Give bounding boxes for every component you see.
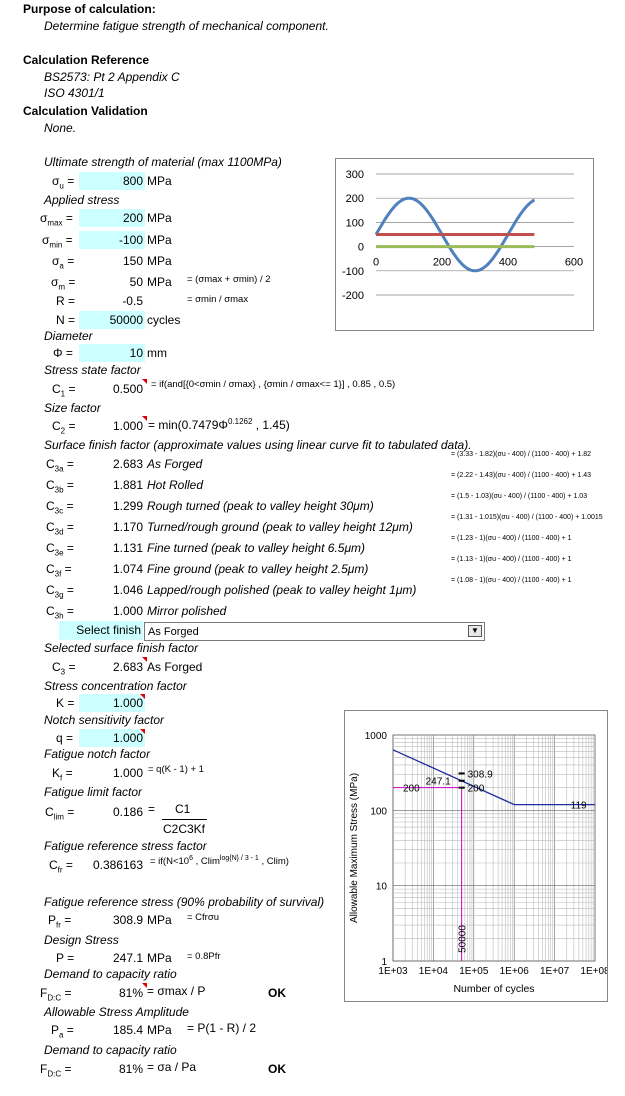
- Pa-unit: MPa: [147, 1023, 172, 1037]
- y-axis-label: Allowable Maximum Stress (MPa): [349, 772, 360, 924]
- P-unit: MPa: [147, 951, 172, 965]
- applied-stress-label: Applied stress: [44, 193, 120, 207]
- plot-area: [393, 735, 595, 961]
- C2-formula-exp: 0.1262: [227, 417, 253, 426]
- x-tick-label: 600: [564, 256, 584, 269]
- fraction-line: [162, 819, 207, 820]
- Cfr-value: 0.386163: [92, 858, 143, 872]
- P-symbol: P =: [56, 951, 75, 965]
- selected-surface-label: Selected surface finish factor: [44, 641, 199, 655]
- y-tick-label: 10: [375, 881, 387, 893]
- Cfr-formula-2: , Clim: [192, 856, 220, 868]
- Pa-value: 185.4: [112, 1023, 143, 1037]
- FDC-formula-1: = σmax / P: [147, 984, 206, 998]
- Kf-value: 1.000: [112, 766, 143, 780]
- ultimate-label: Ultimate strength of material (max 1100MPa): [44, 155, 282, 169]
- Clim-denominator: C2C3Kf: [163, 822, 206, 836]
- sigma-min-input[interactable]: -100: [79, 231, 145, 249]
- C1-formula: = if(and[{0<σmin / σmax} , {σmin / σmax<= 1}] , 0.85 , 0.5): [151, 379, 396, 390]
- y-tick-label: -200: [341, 290, 364, 302]
- surface-row-desc: Mirror polished: [147, 604, 227, 618]
- C2-value: 1.000: [112, 419, 143, 433]
- surface-row-formula: = (1.5 - 1.03)(σu - 400) / (1100 - 400) + 1.03: [451, 493, 588, 500]
- FDC-symbol-2: $F_{D:C}$ =: [40, 1062, 72, 1079]
- status-badge-2: OK: [268, 1062, 286, 1076]
- K-input[interactable]: 1.000: [79, 694, 145, 712]
- surface-row-desc: Turned/rough ground (peak to valley height 12μm): [147, 520, 413, 534]
- y-tick-label: 200: [345, 193, 364, 206]
- phi-symbol: Φ =: [53, 346, 73, 360]
- Cfr-formula-1: = if(N<10: [150, 856, 190, 868]
- sigma-a-symbol: $\sigma_a$ =: [52, 254, 75, 271]
- Pa-symbol: $P_a$ =: [51, 1023, 74, 1040]
- Kf-symbol: $K_f$ =: [52, 766, 73, 783]
- x-tick-label: 0: [372, 256, 380, 269]
- Clim-symbol: $C_{lim}$ =: [45, 805, 75, 822]
- R-formula: = σmin / σmax: [187, 294, 249, 305]
- x-tick-label: 400: [498, 256, 518, 269]
- phi-input[interactable]: 10: [79, 344, 145, 362]
- Pfr-symbol: $P_{fr}$ =: [48, 913, 72, 930]
- C2-symbol: $C_2$ =: [52, 419, 76, 436]
- Cfr-formula: = $if(N<10^6$ , Clim$^{log\{N\} / 3 - 1}$ , Clim): [150, 855, 289, 868]
- sigma-max-symbol: $\sigma_{max}$ =: [40, 211, 73, 228]
- x-tick-label: 1E+08: [580, 966, 607, 977]
- chevron-down-icon[interactable]: ▼: [468, 625, 482, 637]
- surface-row-formula: = (3.33 - 1.82)(σu - 400) / (1100 - 400) + 1.82: [451, 451, 591, 458]
- Pfr-formula: = Cfrσu: [187, 912, 219, 923]
- comment-marker[interactable]: [140, 729, 145, 734]
- purpose-text: Determine fatigue strength of mechanical component.: [44, 19, 329, 33]
- purpose-title: Purpose of calculation:: [23, 2, 156, 16]
- FDC-value-2: 81%: [118, 1062, 143, 1076]
- N-symbol: N =: [56, 313, 76, 327]
- reference-title: Calculation Reference: [23, 53, 150, 67]
- phi-unit: mm: [147, 346, 167, 360]
- sigma-max-unit: MPa: [147, 211, 172, 225]
- C2-formula: [148, 417, 290, 432]
- y-tick-label: -100: [341, 265, 364, 278]
- surface-finish-label: Surface finish factor (approximate values using linear curve fit to tabulated data).: [44, 438, 472, 452]
- annotation-label: 247.1: [425, 776, 451, 788]
- annotation-label: 200: [403, 783, 420, 795]
- C3-symbol: $C_3$ =: [52, 660, 76, 677]
- sigma-min-symbol: $\sigma_{min}$ =: [42, 233, 73, 250]
- C2-formula-end: , 1.45): [252, 418, 290, 432]
- stress-conc-label: Stress concentration factor: [44, 679, 187, 693]
- demand-label-1: Demand to capacity ratio: [44, 967, 177, 981]
- fatigue-ref-factor-label: Fatigue reference stress factor: [44, 839, 207, 853]
- fatigue-ref-stress-label: Fatigue reference stress (90% probability of survival): [44, 895, 325, 909]
- surface-row-value: 1.881: [112, 478, 143, 492]
- surface-row-symbol: $C_{3c}$ =: [46, 499, 74, 516]
- FDC-formula-2: = σa / Pa: [147, 1060, 197, 1074]
- annotation-label: 50000: [457, 925, 469, 953]
- q-input[interactable]: 1.000: [79, 729, 145, 747]
- P-formula: = 0.8Pfr: [187, 951, 221, 962]
- surface-row-desc: Fine ground (peak to valley height 2.5μm): [147, 562, 369, 576]
- finish-dropdown-value: As Forged: [148, 626, 199, 638]
- surface-row-value: 1.170: [112, 520, 143, 534]
- surface-row-symbol: $C_{3h}$ =: [46, 604, 74, 621]
- diameter-label: Diameter: [44, 329, 93, 343]
- FDC-value-1: 81%: [118, 986, 143, 1000]
- N-unit: cycles: [147, 313, 181, 327]
- Clim-eq: =: [148, 802, 156, 816]
- Kf-formula: = q(K - 1) + 1: [148, 764, 204, 775]
- surface-row-formula: = (1.31 - 1.015)(σu - 400) / (1100 - 400) + 1.0015: [451, 514, 603, 521]
- sigma-u-input[interactable]: 800: [79, 172, 145, 190]
- surface-row-value: 1.046: [112, 583, 143, 597]
- sigma-m-symbol: $\sigma_m$ =: [51, 275, 76, 292]
- fatigue-notch-label: Fatigue notch factor: [44, 747, 151, 761]
- comment-marker[interactable]: [142, 379, 147, 384]
- Cfr-symbol: $C_{fr}$ =: [49, 858, 73, 875]
- q-symbol: q =: [56, 731, 74, 745]
- surface-row-desc: Hot Rolled: [147, 478, 204, 492]
- C3-desc: As Forged: [147, 660, 203, 674]
- surface-row-desc: Fine turned (peak to valley height 6.5μm): [147, 541, 366, 555]
- allowable-amp-label: Allowable Stress Amplitude: [44, 1005, 189, 1019]
- surface-row-desc: As Forged: [147, 457, 203, 471]
- validation-title: Calculation Validation: [23, 104, 148, 118]
- C2-formula-main: = min(0.7479Φ: [148, 418, 228, 432]
- sigma-a-value: 150: [122, 254, 143, 268]
- reference-2: ISO 4301/1: [44, 86, 105, 100]
- finish-dropdown[interactable]: [144, 622, 485, 641]
- surface-row-value: 2.683: [112, 457, 143, 471]
- comment-marker[interactable]: [140, 694, 145, 699]
- y-tick-label: 300: [345, 169, 364, 181]
- sn-curve-svg: [345, 711, 607, 1001]
- surface-row-desc: Rough turned (peak to valley height 30μm): [147, 499, 374, 513]
- comment-marker[interactable]: [142, 416, 147, 421]
- y-tick-label: 1: [381, 957, 387, 968]
- stress-cycle-svg: [336, 159, 593, 330]
- x-axis-label: Number of cycles: [453, 983, 535, 995]
- N-input[interactable]: 50000: [79, 311, 145, 329]
- x-tick-label: 1E+07: [539, 966, 570, 977]
- surface-row-formula: = (2.22 - 1.43)(σu - 400) / (1100 - 400) + 1.43: [451, 472, 591, 479]
- stress-state-label: Stress state factor: [44, 363, 141, 377]
- x-tick-label: 200: [432, 256, 452, 269]
- surface-row-formula: = (1.08 - 1)(σu - 400) / (1100 - 400) + 1: [451, 577, 572, 584]
- sigma-a-unit: MPa: [147, 254, 172, 268]
- Clim-numerator: C1: [175, 802, 191, 816]
- surface-row-symbol: $C_{3a}$ =: [46, 457, 74, 474]
- surface-row-symbol: $C_{3f}$ =: [46, 562, 72, 579]
- surface-row-value: 1.131: [112, 541, 143, 555]
- Pa-formula: = P(1 - R) / 2: [187, 1021, 257, 1035]
- annotation-label: 200: [467, 783, 485, 795]
- R-symbol: R =: [56, 294, 76, 308]
- Cfr-formula-4: , Clim): [258, 856, 289, 868]
- x-tick-label: 1E+05: [459, 966, 489, 977]
- sigma-m-value: 50: [129, 275, 143, 289]
- FDC-symbol-1: $F_{D:C}$ =: [40, 986, 72, 1003]
- C1-symbol: $C_1$ =: [52, 382, 76, 399]
- annotation-label: 119: [570, 800, 587, 812]
- y-tick-label: 100: [370, 806, 387, 818]
- stress-cycle-chart: [335, 158, 594, 331]
- reference-1: BS2573: Pt 2 Appendix C: [44, 70, 180, 84]
- select-finish-label: Select finish: [59, 621, 143, 640]
- annotation-label: 308.9: [467, 769, 493, 781]
- surface-row-symbol: $C_{3e}$ =: [46, 541, 74, 558]
- Pfr-value: 308.9: [112, 913, 143, 927]
- Cfr-formula-3: log{N} / 3 - 1: [219, 855, 259, 862]
- y-tick-label: 100: [345, 217, 364, 230]
- notch-sens-label: Notch sensitivity factor: [44, 713, 165, 727]
- surface-row-symbol: $C_{3b}$ =: [46, 478, 74, 495]
- surface-row-formula: = (1.23 - 1)(σu - 400) / (1100 - 400) + 1: [451, 535, 572, 542]
- P-value: 247.1: [112, 951, 143, 965]
- validation-text: None.: [44, 121, 77, 135]
- sigma-m-unit: MPa: [147, 275, 172, 289]
- R-value: -0.5: [122, 294, 143, 308]
- y-tick-label: 0: [357, 241, 364, 254]
- surface-row-symbol: $C_{3d}$ =: [46, 520, 74, 537]
- K-symbol: K =: [56, 696, 75, 710]
- surface-row-value: 1.074: [112, 562, 143, 576]
- Pfr-unit: MPa: [147, 913, 172, 927]
- x-tick-label: 1E+03: [378, 966, 408, 977]
- C1-value: 0.500: [112, 382, 143, 396]
- x-tick-label: 1E+06: [499, 966, 529, 977]
- sigma-m-formula: = (σmax + σmin) / 2: [187, 274, 271, 285]
- demand-label-2: Demand to capacity ratio: [44, 1043, 177, 1057]
- surface-row-value: 1.000: [112, 604, 143, 618]
- sn-curve-chart: [344, 710, 608, 1002]
- status-badge-1: OK: [268, 986, 286, 1000]
- C3-value: 2.683: [112, 660, 143, 674]
- y-tick-label: 1000: [364, 731, 387, 742]
- sigma-min-unit: MPa: [147, 233, 172, 247]
- surface-row-desc: Lapped/rough polished (peak to valley height 1μm): [147, 583, 417, 597]
- Clim-value: 0.186: [112, 805, 143, 819]
- sigma-u-symbol: $\sigma_u$ =: [52, 174, 75, 191]
- size-factor-label: Size factor: [44, 401, 101, 415]
- design-stress-label: Design Stress: [44, 933, 119, 947]
- surface-row-formula: = (1.13 - 1)(σu - 400) / (1100 - 400) + 1: [451, 556, 572, 563]
- sigma-u-unit: MPa: [147, 174, 172, 188]
- surface-row-value: 1.299: [112, 499, 143, 513]
- fatigue-limit-label: Fatigue limit factor: [44, 785, 143, 799]
- x-tick-label: 1E+04: [418, 966, 449, 977]
- sigma-max-input[interactable]: 200: [79, 209, 145, 227]
- surface-row-symbol: $C_{3g}$ =: [46, 583, 74, 600]
